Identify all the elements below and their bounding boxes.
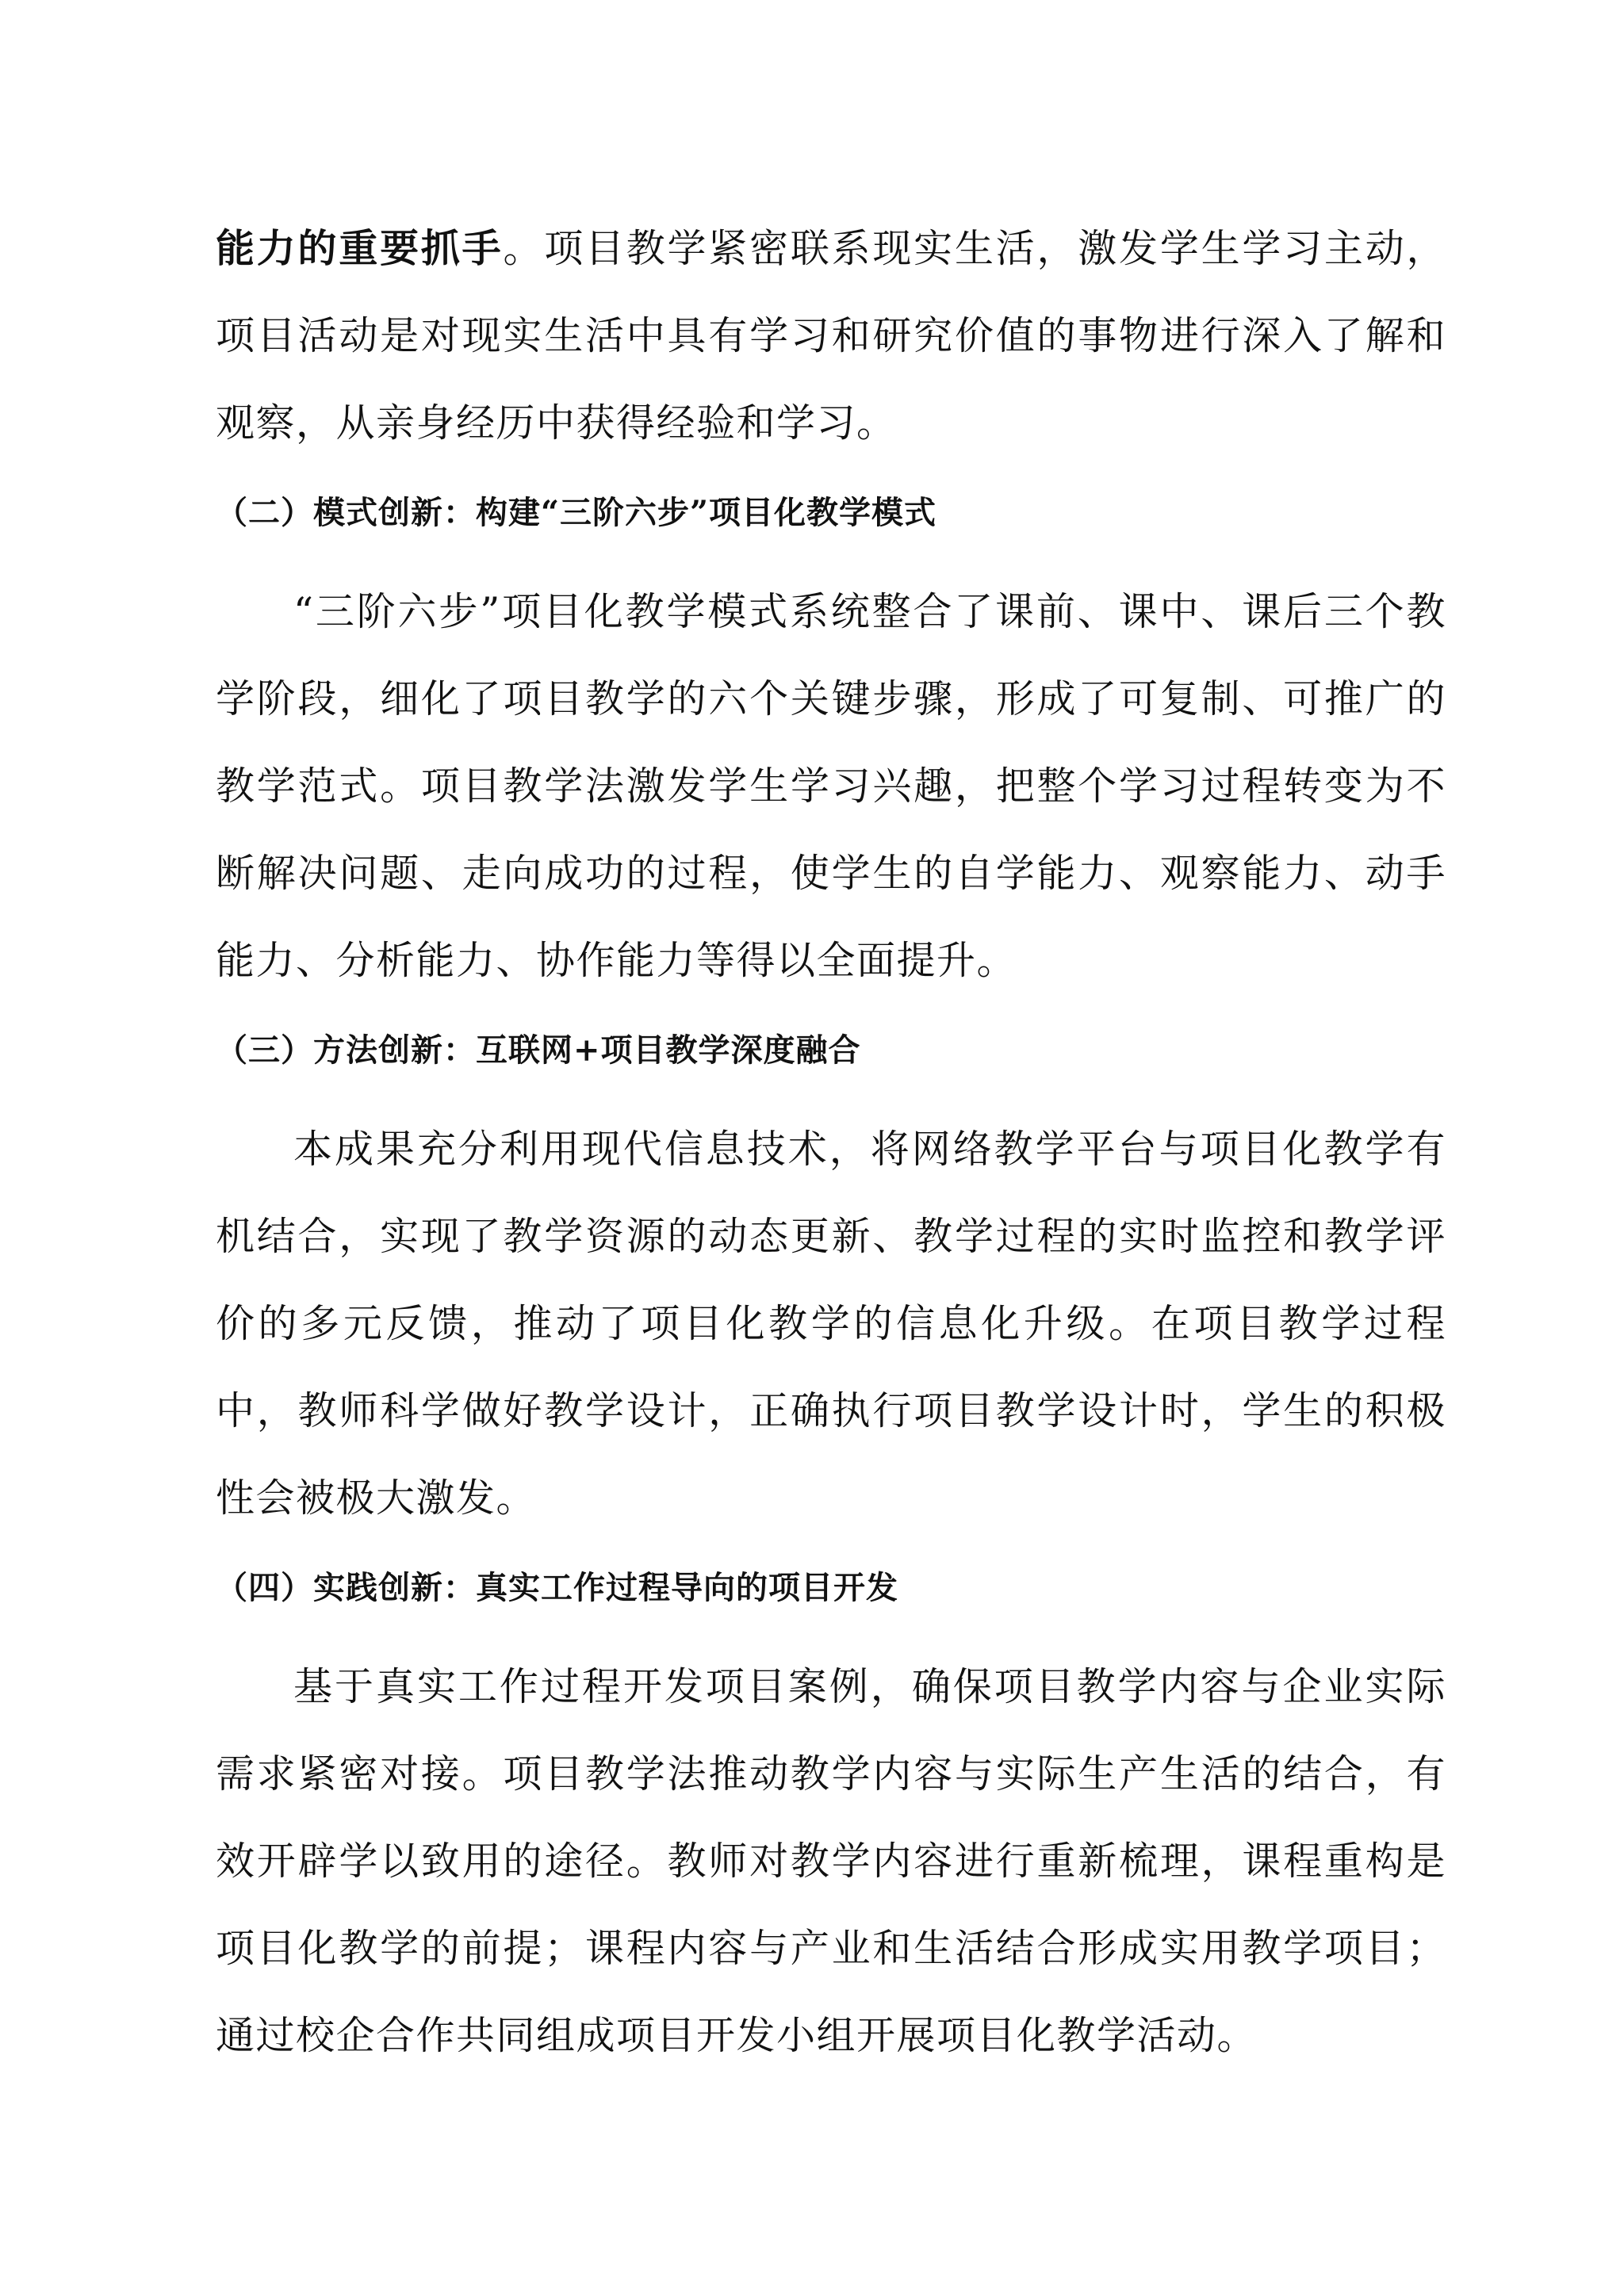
section-heading-3: （三）方法创新：互联网+项目教学深度融合: [216, 1031, 861, 1069]
paragraph-mode-innovation: “三阶六步”项目化教学模式系统整合了课前、课中、课后三个教学阶段，细化了项目教学的六个关键步骤，形成了可复制、可推广的教学范式。项目教学法激发学生学习兴趣，把整个学习过程转变为不断解决问题、走向成功的过程，使学生的自学能力、观察能力、动手能力、分析能力、协作能力等得以全面提升。: [216, 589, 1446, 983]
section-heading-2: （二）模式创新：构建“三阶六步”项目化教学模式: [216, 494, 937, 531]
section-heading-4: （四）实践创新：真实工作过程导向的项目开发: [216, 1569, 898, 1606]
bold-lead-text: 能力的重要抓手: [216, 225, 504, 271]
paragraph-practice-innovation: 基于真实工作过程开发项目案例，确保项目教学内容与企业实际需求紧密对接。项目教学法推动教学内容与实际生产生活的结合，有效开辟学以致用的途径。教师对教学内容进行重新梳理，课程重构是项目化教学的前提；课程内容与产业和生活结合形成实用教学项目；通过校企合作共同组成项目开发小组开展项目化教学活动。: [216, 1664, 1446, 2058]
document-body: [216, 205, 1446, 2080]
paragraph-method-innovation: 本成果充分利用现代信息技术，将网络教学平台与项目化教学有机结合，实现了教学资源的动态更新、教学过程的实时监控和教学评价的多元反馈，推动了项目化教学的信息化升级。在项目教学过程中，教师科学做好教学设计，正确执行项目教学设计时，学生的积极性会被极大激发。: [216, 1127, 1446, 1521]
paragraph-continuation: [216, 205, 1446, 467]
paragraph-text: 。项目教学紧密联系现实生活，激发学生学习主动，项目活动是对现实生活中具有学习和研究价值的事物进行深入了解和观察，从亲身经历中获得经验和学习。: [216, 226, 1446, 446]
